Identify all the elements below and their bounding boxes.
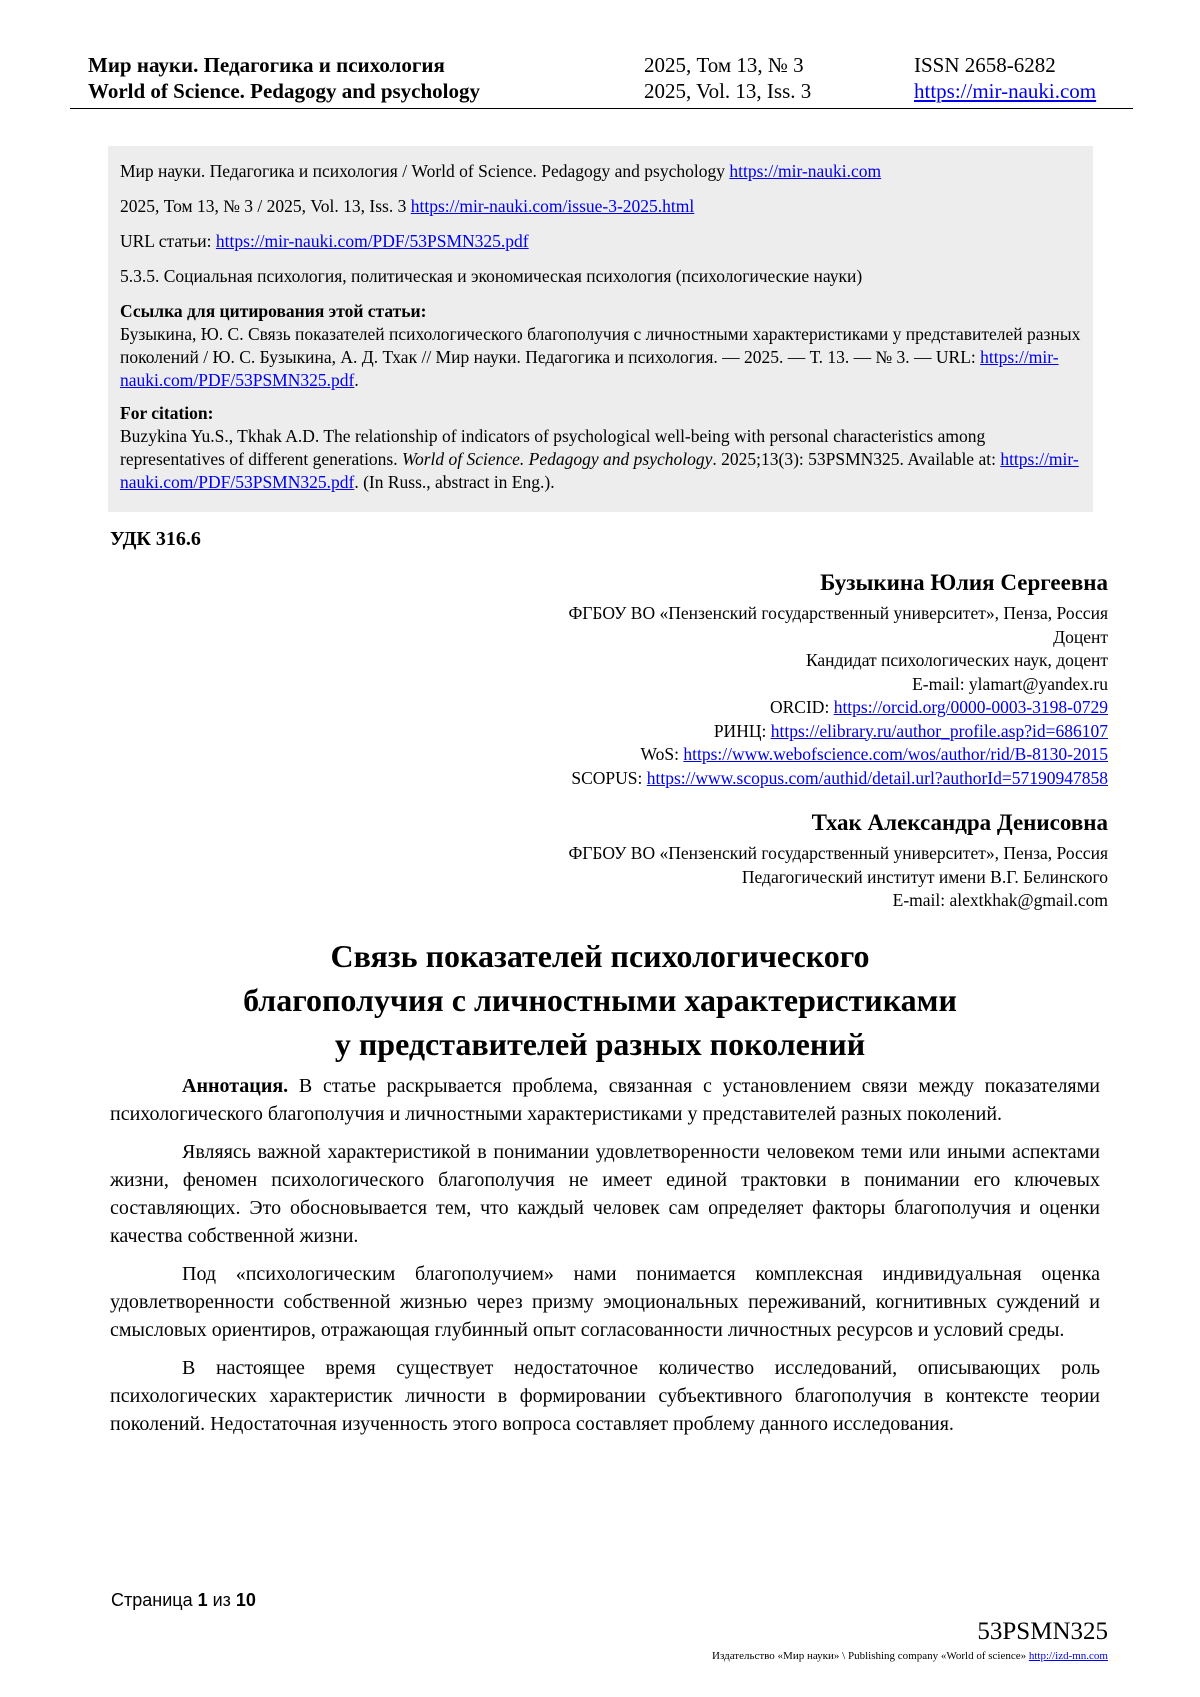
- udk: УДК 316.6: [110, 528, 201, 550]
- author-2-email: E-mail: alextkhak@gmail.com: [892, 890, 1108, 910]
- citation-en-link[interactable]: https://mir-nauki.com/PDF/53PSMN325.pdf: [120, 449, 1079, 492]
- author-2-affiliation: ФГБОУ ВО «Пензенский государственный университет», Пенза, Россия: [568, 843, 1108, 863]
- issue-line: 2025, Том 13, № 3 / 2025, Vol. 13, Iss. 3 https://mir-nauki.com/issue-3-2025.html: [120, 196, 695, 216]
- url-line: URL статьи: https://mir-nauki.com/PDF/53PSMN325.pdf: [120, 231, 529, 251]
- abstract-paragraph: Под «психологическим благополучием» нами понимается комплексная индивидуальная оценка удовлетворенности собственной жизнью через призму эмоциональных переживаний, когнитивных суждений и смысловых ориентиров, отражающая глубинный опыт согласованности личностных ресурсов и условий среды.: [110, 1263, 1100, 1341]
- article-code: 53PSMN325: [977, 1618, 1108, 1645]
- journal-title-ru: Мир науки. Педагогика и психология: [88, 53, 445, 77]
- author-1-position: Доцент: [1053, 626, 1108, 647]
- journal-line: Мир науки. Педагогика и психология / World of Science. Pedagogy and psychology https://mir-nauki.com: [120, 161, 882, 181]
- author-2-institute: Педагогический институт имени В.Г. Белинского: [741, 866, 1108, 887]
- abstract-paragraph: Являясь важной характеристикой в понимании удовлетворенности человеком теми или иными аспектами жизни, феномен психологического благополучия не имеет единой трактовки в понимании его ключевых составляющих. Это обосновывается тем, что каждый человек сам определяет факторы благополучия и оценки качества собственной жизни.: [110, 1141, 1100, 1247]
- citation-ru-heading: Ссылка для цитирования этой статьи:: [120, 301, 427, 321]
- specialty-line: 5.3.5. Социальная психология, политическая и экономическая психология (психологические науки): [120, 266, 863, 286]
- citation-en-text: Buzykina Yu.S., Tkhak A.D. The relationship of indicators of psychological well-being with personal characteristics among representatives of different generations. World of Science. Pedagogy and psychology. 2025;13(3): 53PSMN325. Available at: https://mir-nauki.com/PDF/53PSMN325.pdf. (In Russ., abstract in Eng.).: [120, 426, 1079, 492]
- citation-ru-link[interactable]: https://mir-nauki.com/PDF/53PSMN325.pdf: [120, 347, 1059, 390]
- author-1-rinc: РИНЦ: https://elibrary.ru/author_profile.asp?id=686107: [713, 720, 1108, 741]
- issn: ISSN 2658-6282: [914, 53, 1056, 77]
- citation-ru-text: Бузыкина, Ю. С. Связь показателей психологического благополучия с личностными характеристиками у представителей разных поколений / Ю. С. Бузыкина, А. Д. Тхак // Мир науки. Педагогика и психология. — 2025. — Т. 13. — № 3. — URL: https://mir-nauki.com/PDF/53PSMN325.pdf.: [120, 324, 1081, 390]
- abstract: [110, 1072, 1100, 1448]
- author-1-wos: WoS: https://www.webofscience.com/wos/author/rid/B-8130-2015: [640, 744, 1108, 764]
- orcid-link[interactable]: https://orcid.org/0000-0003-3198-0729: [833, 697, 1108, 717]
- author-1-email: E-mail: ylamart@yandex.ru: [912, 673, 1108, 694]
- citation-ru: [120, 300, 1081, 392]
- citation-en: [120, 402, 1081, 494]
- author-1-orcid: ORCID: https://orcid.org/0000-0003-3198-0729: [770, 697, 1108, 717]
- article-url-link[interactable]: https://mir-nauki.com/PDF/53PSMN325.pdf: [215, 231, 529, 251]
- author-2: [568, 806, 1108, 913]
- publisher-link[interactable]: http://izd-mn.com: [1028, 1650, 1108, 1662]
- abstract-label: Аннотация.: [182, 1075, 289, 1097]
- issue-en: 2025, Vol. 13, Iss. 3: [644, 79, 812, 103]
- author-1: [568, 566, 1108, 790]
- wos-link[interactable]: https://www.webofscience.com/wos/author/rid/B-8130-2015: [683, 744, 1108, 764]
- article-title: Связь показателей психологического благополучия с личностными характеристиками у представителей разных поколений: [243, 938, 957, 1062]
- author-1-degree: Кандидат психологических наук, доцент: [805, 650, 1108, 670]
- author-2-name: Тхак Александра Денисовна: [811, 810, 1108, 835]
- journal-link[interactable]: https://mir-nauki.com: [729, 161, 882, 181]
- abstract-paragraph: Аннотация. В статье раскрывается проблема, связанная с установлением связи между показателями психологического благополучия и личностными характеристиками у представителей разных поколений.: [110, 1075, 1100, 1125]
- page-counter: Страница 1 из 10: [111, 1590, 256, 1610]
- citation-en-heading: For citation:: [120, 403, 214, 423]
- author-1-affiliation: ФГБОУ ВО «Пензенский государственный университет», Пенза, Россия: [568, 603, 1108, 623]
- rinc-link[interactable]: https://elibrary.ru/author_profile.asp?id=686107: [770, 720, 1108, 741]
- author-1-name: Бузыкина Юлия Сергеевна: [820, 570, 1108, 595]
- issue-link[interactable]: https://mir-nauki.com/issue-3-2025.html: [410, 196, 695, 216]
- issue-ru: 2025, Том 13, № 3: [644, 53, 804, 77]
- citation-infobox: [108, 146, 1093, 512]
- publisher-line: Издательство «Мир науки» \ Publishing company «World of science» http://izd-mn.com: [712, 1650, 1108, 1662]
- journal-site-link[interactable]: https://mir-nauki.com: [914, 79, 1097, 103]
- scopus-link[interactable]: https://www.scopus.com/authid/detail.url?authorId=57190947858: [646, 767, 1108, 788]
- journal-title-en: World of Science. Pedagogy and psychology: [88, 79, 481, 103]
- author-1-scopus: SCOPUS: https://www.scopus.com/authid/detail.url?authorId=57190947858: [571, 767, 1108, 788]
- abstract-paragraph: В настоящее время существует недостаточное количество исследований, описывающих роль психологических характеристик личности в формировании субъективного благополучия в контексте теории поколений. Недостаточная изученность этого вопроса составляет проблему данного исследования.: [110, 1357, 1100, 1435]
- page-header: [70, 52, 1133, 109]
